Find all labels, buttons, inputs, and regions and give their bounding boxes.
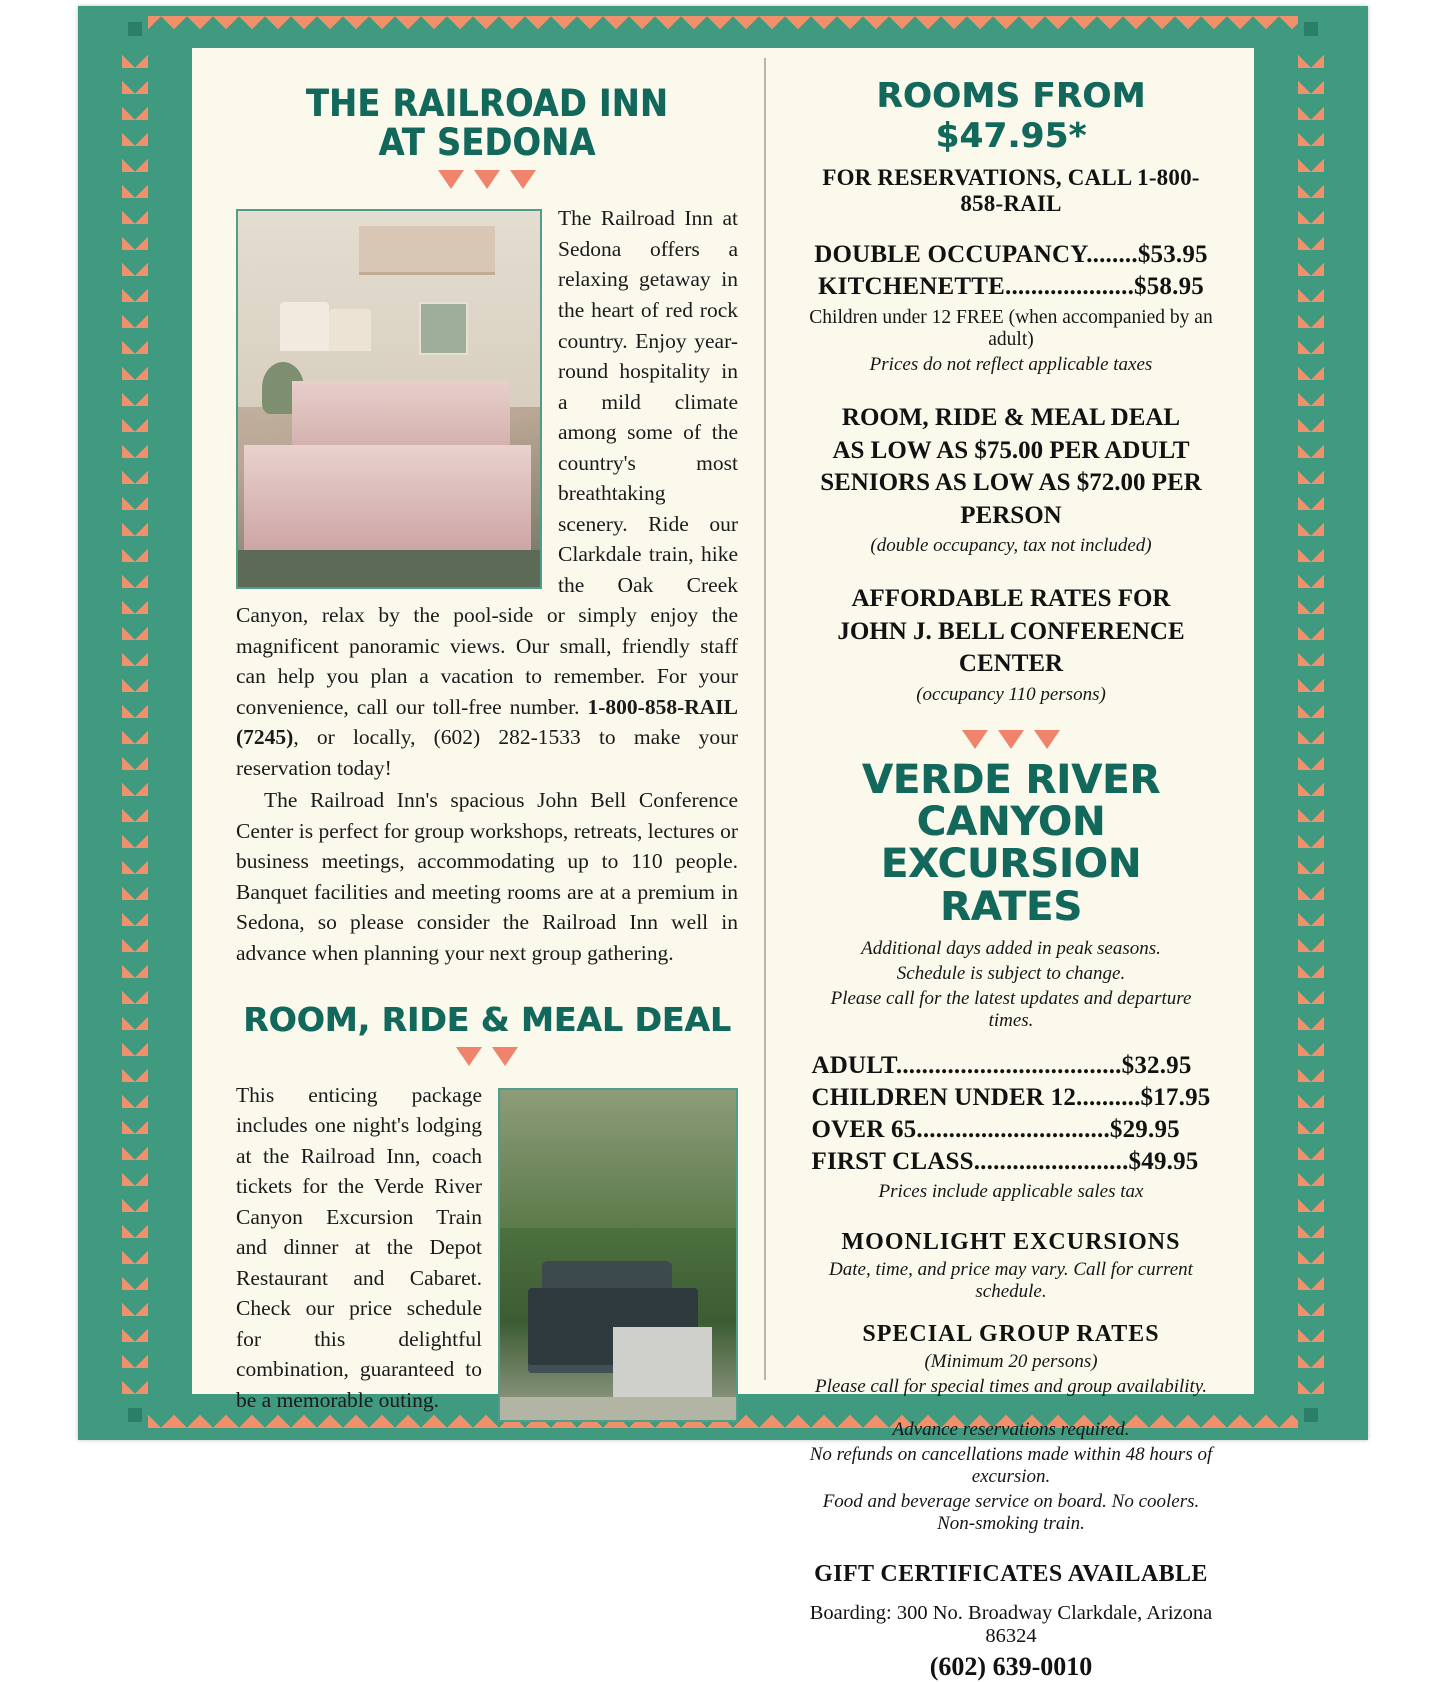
gift-certificates-line: GIFT CERTIFICATES AVAILABLE (814, 1561, 1208, 1588)
boarding-phone: (602) 639-0010 (929, 1652, 1093, 1682)
triangle-icon (1034, 730, 1060, 749)
rate-label: FIRST CLASS (811, 1148, 974, 1176)
table-row (812, 1050, 1211, 1082)
rate-price: $53.95 (1137, 241, 1208, 268)
room-ride-meal-deal-title: ROOM, RIDE & MEAL DEAL (243, 1000, 731, 1040)
reservations-line: FOR RESERVATIONS, CALL 1-800-858-RAIL (822, 165, 1200, 216)
verde-heading-line2: EXCURSION RATES (880, 841, 1142, 930)
deal-paragraph: This enticing package includes one night's lodging at the Railroad Inn, coach tickets for the Verde River Canyon Excursion Train and dinner at the Depot Restaurant and Cabaret. Check our price schedule for this delightful combination, guaranteed to be a memorable outing. (236, 1082, 482, 1412)
tax-note: Prices do not reflect applicable taxes (869, 354, 1153, 375)
rate-label: DOUBLE OCCUPANCY (814, 241, 1087, 268)
rate-label: ADULT (811, 1052, 896, 1080)
page-title-line2: AT SEDONA (378, 121, 596, 165)
rate-price: $29.95 (1109, 1116, 1180, 1144)
rate-label: CHILDREN UNDER 12 (811, 1084, 1077, 1112)
triangle-ornament-deal (236, 1047, 738, 1066)
sales-tax-note: Prices include applicable sales tax (878, 1181, 1144, 1203)
rate-dots: .......... (1076, 1084, 1141, 1112)
rate-price: $17.95 (1140, 1084, 1211, 1112)
triangle-icon (492, 1047, 518, 1066)
rate-price: $58.95 (1134, 273, 1204, 300)
special-group-rates-title: SPECIAL GROUP RATES (862, 1321, 1160, 1348)
table-row (812, 1114, 1211, 1146)
conference-paragraph: The Railroad Inn's spacious John Bell Conference Center is perfect for group workshops, retreats, lectures or business meetings, accommodating up to 110 people. Banquet facilities and meeting rooms are at a premium in Sedona, so please consider the Railroad Inn well in advance when planning your next group gathering. (236, 788, 738, 965)
moonlight-note: Date, time, and price may vary. Call for current schedule. (829, 1259, 1193, 1303)
tollfree-phone: 1-800-858-RAIL (7245) (236, 694, 738, 750)
package-deal-line: SENIORS AS LOW AS $72.00 PER PERSON (820, 469, 1202, 529)
triangle-icon (962, 730, 988, 749)
verde-river-heading (808, 756, 1214, 930)
boarding-address: Boarding: 300 No. Broadway Clarkdale, Arizona 86324 (809, 1602, 1213, 1648)
corner-square-bottom-right (1298, 1402, 1324, 1428)
policy-line: No refunds on cancellations made within 48 hours of excursion. (809, 1444, 1213, 1488)
group-minimum-note: (Minimum 20 persons) (924, 1351, 1098, 1373)
policy-line: Advance reservations required. (892, 1419, 1130, 1441)
table-row (812, 1082, 1211, 1114)
hotel-room-photo (236, 209, 542, 589)
triangle-icon (510, 170, 536, 189)
triangle-icon (998, 730, 1024, 749)
triangle-ornament-title (236, 170, 738, 189)
triangle-icon (438, 170, 464, 189)
rate-dots: ........ (1086, 241, 1138, 268)
rate-row (808, 271, 1214, 303)
verde-note: Additional days added in peak seasons. (861, 938, 1161, 960)
moonlight-excursions-title: MOONLIGHT EXCURSIONS (841, 1229, 1181, 1256)
intro-text-tail: , or locally, (602) 282-1533 to make your reservation today! (236, 725, 738, 780)
triangle-icon (456, 1047, 482, 1066)
train-photo (498, 1088, 738, 1422)
rooms-from-heading: ROOMS FROM $47.95* (876, 76, 1146, 156)
package-deal-note: (double occupancy, tax not included) (870, 535, 1152, 556)
corner-square-bottom-left (122, 1402, 148, 1428)
room-rates-list (808, 239, 1214, 303)
conference-rates-line: AFFORDABLE RATES FOR (851, 585, 1171, 612)
conference-rates-lines (808, 583, 1214, 681)
package-deal-line: AS LOW AS $75.00 PER ADULT (832, 436, 1190, 464)
decorative-zigzag-border (122, 16, 1324, 1682)
rate-price: $32.95 (1121, 1052, 1192, 1080)
children-free-note: Children under 12 FREE (when accompanied by an adult) (809, 307, 1213, 350)
rate-dots: .................... (1005, 273, 1135, 300)
zigzag-top (122, 16, 1324, 42)
page-title-line1: THE RAILROAD INN (305, 82, 669, 125)
triangle-icon (474, 170, 500, 189)
zigzag-left (122, 16, 148, 1428)
rate-row (808, 239, 1214, 271)
verde-heading-line1: VERDE RIVER CANYON (861, 756, 1161, 845)
rate-dots: .............................. (916, 1116, 1110, 1144)
rate-price: $49.95 (1128, 1148, 1199, 1176)
conference-occupancy-note: (occupancy 110 persons) (916, 683, 1106, 705)
verde-note: Please call for the latest updates and departure times. (830, 988, 1192, 1032)
rate-dots: ........................ (973, 1148, 1129, 1176)
verde-note: Schedule is subject to change. (896, 963, 1126, 985)
right-column (766, 48, 1254, 1682)
conference-rates-line: JOHN J. BELL CONFERENCE CENTER (837, 617, 1185, 677)
package-deal-line: ROOM, RIDE & MEAL DEAL (841, 404, 1181, 431)
excursion-rates-list (812, 1050, 1211, 1178)
group-availability-note: Please call for special times and group availability. (815, 1376, 1207, 1398)
page-title (236, 82, 738, 165)
zigzag-right (1298, 16, 1324, 1428)
left-column (192, 48, 764, 1412)
rate-dots: ................................... (895, 1052, 1122, 1080)
intro-text: The Railroad Inn at Sedona offers a relaxing getaway in the heart of red rock country. Enjoy year-round hospitality in a mild climate among some of the country's most breathtaking scenery. Ride our Clarkdale train, hike the Oak Creek Canyon, relax by the pool-side or simply enjoy the magnificent panoramic views. Our small, friendly staff can help you plan a vacation to remember. For your convenience, call our toll-free number. (236, 206, 738, 719)
rate-label: KITCHENETTE (818, 273, 1006, 300)
content-panel (192, 48, 1254, 1682)
brochure-card (78, 6, 1368, 1682)
rate-label: OVER 65 (811, 1116, 917, 1144)
triangle-ornament-verde (808, 730, 1214, 749)
table-row (812, 1146, 1211, 1178)
policy-line: Food and beverage service on board. No coolers. Non-smoking train. (822, 1491, 1200, 1535)
corner-square-top-right (1298, 16, 1324, 42)
package-deal-lines (808, 402, 1214, 532)
corner-square-top-left (122, 16, 148, 42)
